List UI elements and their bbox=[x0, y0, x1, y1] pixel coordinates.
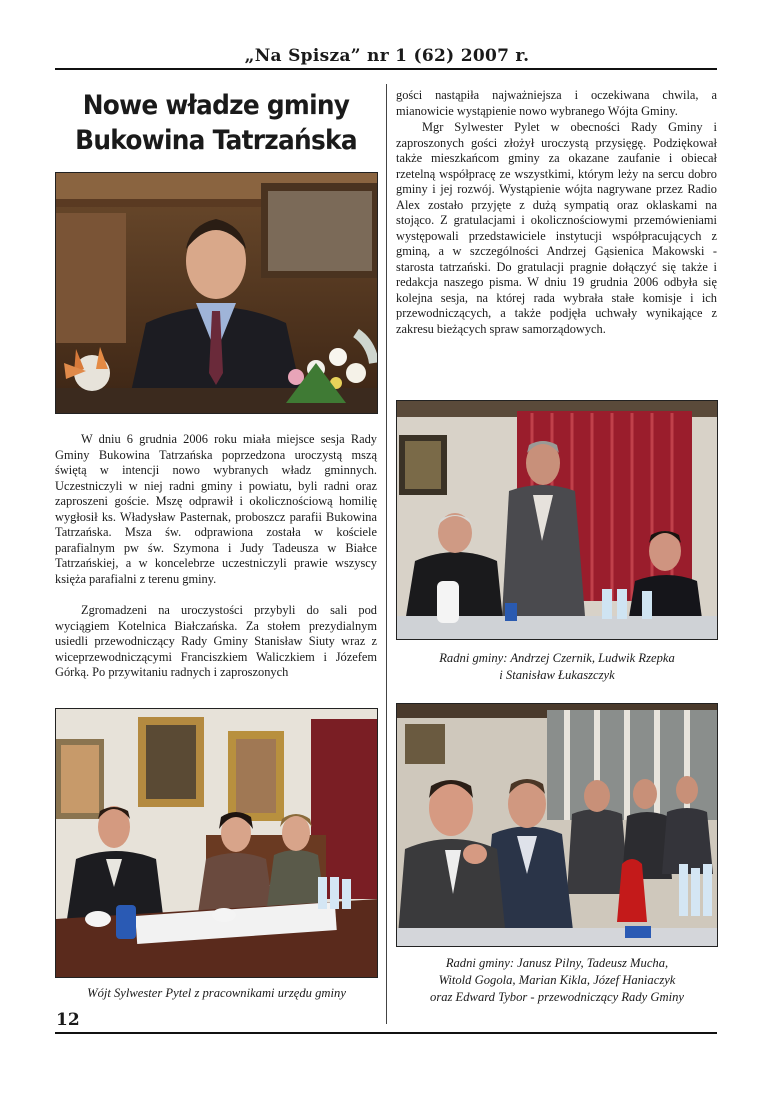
photo-caption: Wójt Sylwester Pytel z pracownikami urzędu gminy bbox=[87, 986, 346, 1000]
article-paragraph: Mgr Sylwester Pylet w obecności Rady Gminy i zaproszonych gości złożył uroczystą przysięgę. Podziękował także mieszkańcom gminy za okazane zaufanie i obiecał rzetelną współpracę ze wszystkimi, którym leży na sercu dobro gminy i jej rozwój. Wystąpienie wójta nagrywane przez Radio Alex zostało przyjęte z dużą sympatią oraz oklaskami na stojąco. Z gratulacjami i okolicznościowymi przemówieniami występowali przedstawiciele instytucji współpracujących z gminą, a w szczególności Andrzej Gąsienica Makowski - starosta tatrzański. Do gratulacji pragnie dołączyć się także i redakcja naszego pisma. W dniu 19 grudnia 2006 odbyła się kolejna sesja, na której rada wybrała stałe komisje i ich przewodniczących, a także podjęła uchwały wynikające z zakresu bieżących spraw samorządowych. bbox=[396, 120, 717, 336]
caption-line: Witold Gogola, Marian Kikla, Józef Haniaczyk bbox=[438, 973, 676, 987]
footer-rule bbox=[55, 1032, 717, 1034]
photo-councillors-seated bbox=[396, 703, 718, 947]
header-rule bbox=[55, 68, 717, 70]
caption-line: Radni gminy: Janusz Pilny, Tadeusz Mucha, bbox=[445, 956, 669, 970]
caption-line: i Stanisław Łukaszczyk bbox=[499, 668, 615, 682]
article-title bbox=[68, 88, 364, 158]
column-divider bbox=[386, 84, 387, 1024]
caption-line: oraz Edward Tybor - przewodniczący Rady Gminy bbox=[430, 990, 684, 1004]
photo-caption bbox=[396, 650, 718, 684]
page-number: 12 bbox=[56, 1010, 80, 1030]
title-line-1: Nowe władze gminy bbox=[82, 90, 350, 121]
photo-mayor-portrait bbox=[55, 172, 378, 414]
photo-caption bbox=[396, 955, 718, 1006]
caption-line: Radni gminy: Andrzej Czernik, Ludwik Rzepka bbox=[439, 651, 675, 665]
photo-mayor-with-staff bbox=[55, 708, 378, 978]
photo-councillors-speaking bbox=[396, 400, 718, 640]
title-line-2: Bukowina Tatrzańska bbox=[75, 125, 357, 156]
article-paragraph: gości nastąpiła najważniejsza i oczekiwana chwila, a mianowicie wystąpienie nowo wybranego Wójta Gminy. bbox=[396, 88, 717, 118]
running-header: „Na Spisza” nr 1 (62) 2007 r. bbox=[244, 46, 530, 66]
article-paragraph: Zgromadzeni na uroczystości przybyli do sali pod wyciągiem Kotelnica Białczańska. Za stołem prezydialnym usiedli przewodniczący Rady Gminy Stanisław Siuty wraz z wiceprzewodniczącymi Franciszkiem Waliczkiem i Józefem Górką. Po przywitaniu radnych i zaproszonych bbox=[55, 603, 377, 679]
article-paragraph: W dniu 6 grudnia 2006 roku miała miejsce sesja Rady Gminy Bukowina Tatrzańska poprzedzona uroczystą mszą świętą w intencji nowo wybranych władz gminnych. Uczestniczyli w niej radni gminy i powiatu, byli radni oraz zaproszeni goście. Mszę odprawił i okolicznościową homilię wygłosił ks. Władysław Pasternak, proboszcz parafii Bukowina Tatrzańska. Msza św. odprawiona została w kościele parafialnym pw św. Szymona i Judy Tadeusza w Białce Tatrzańskiej, a w koncelebrze uczestniczyli prawie wszyscy księża parafialni z terenu gminy. bbox=[55, 432, 377, 586]
